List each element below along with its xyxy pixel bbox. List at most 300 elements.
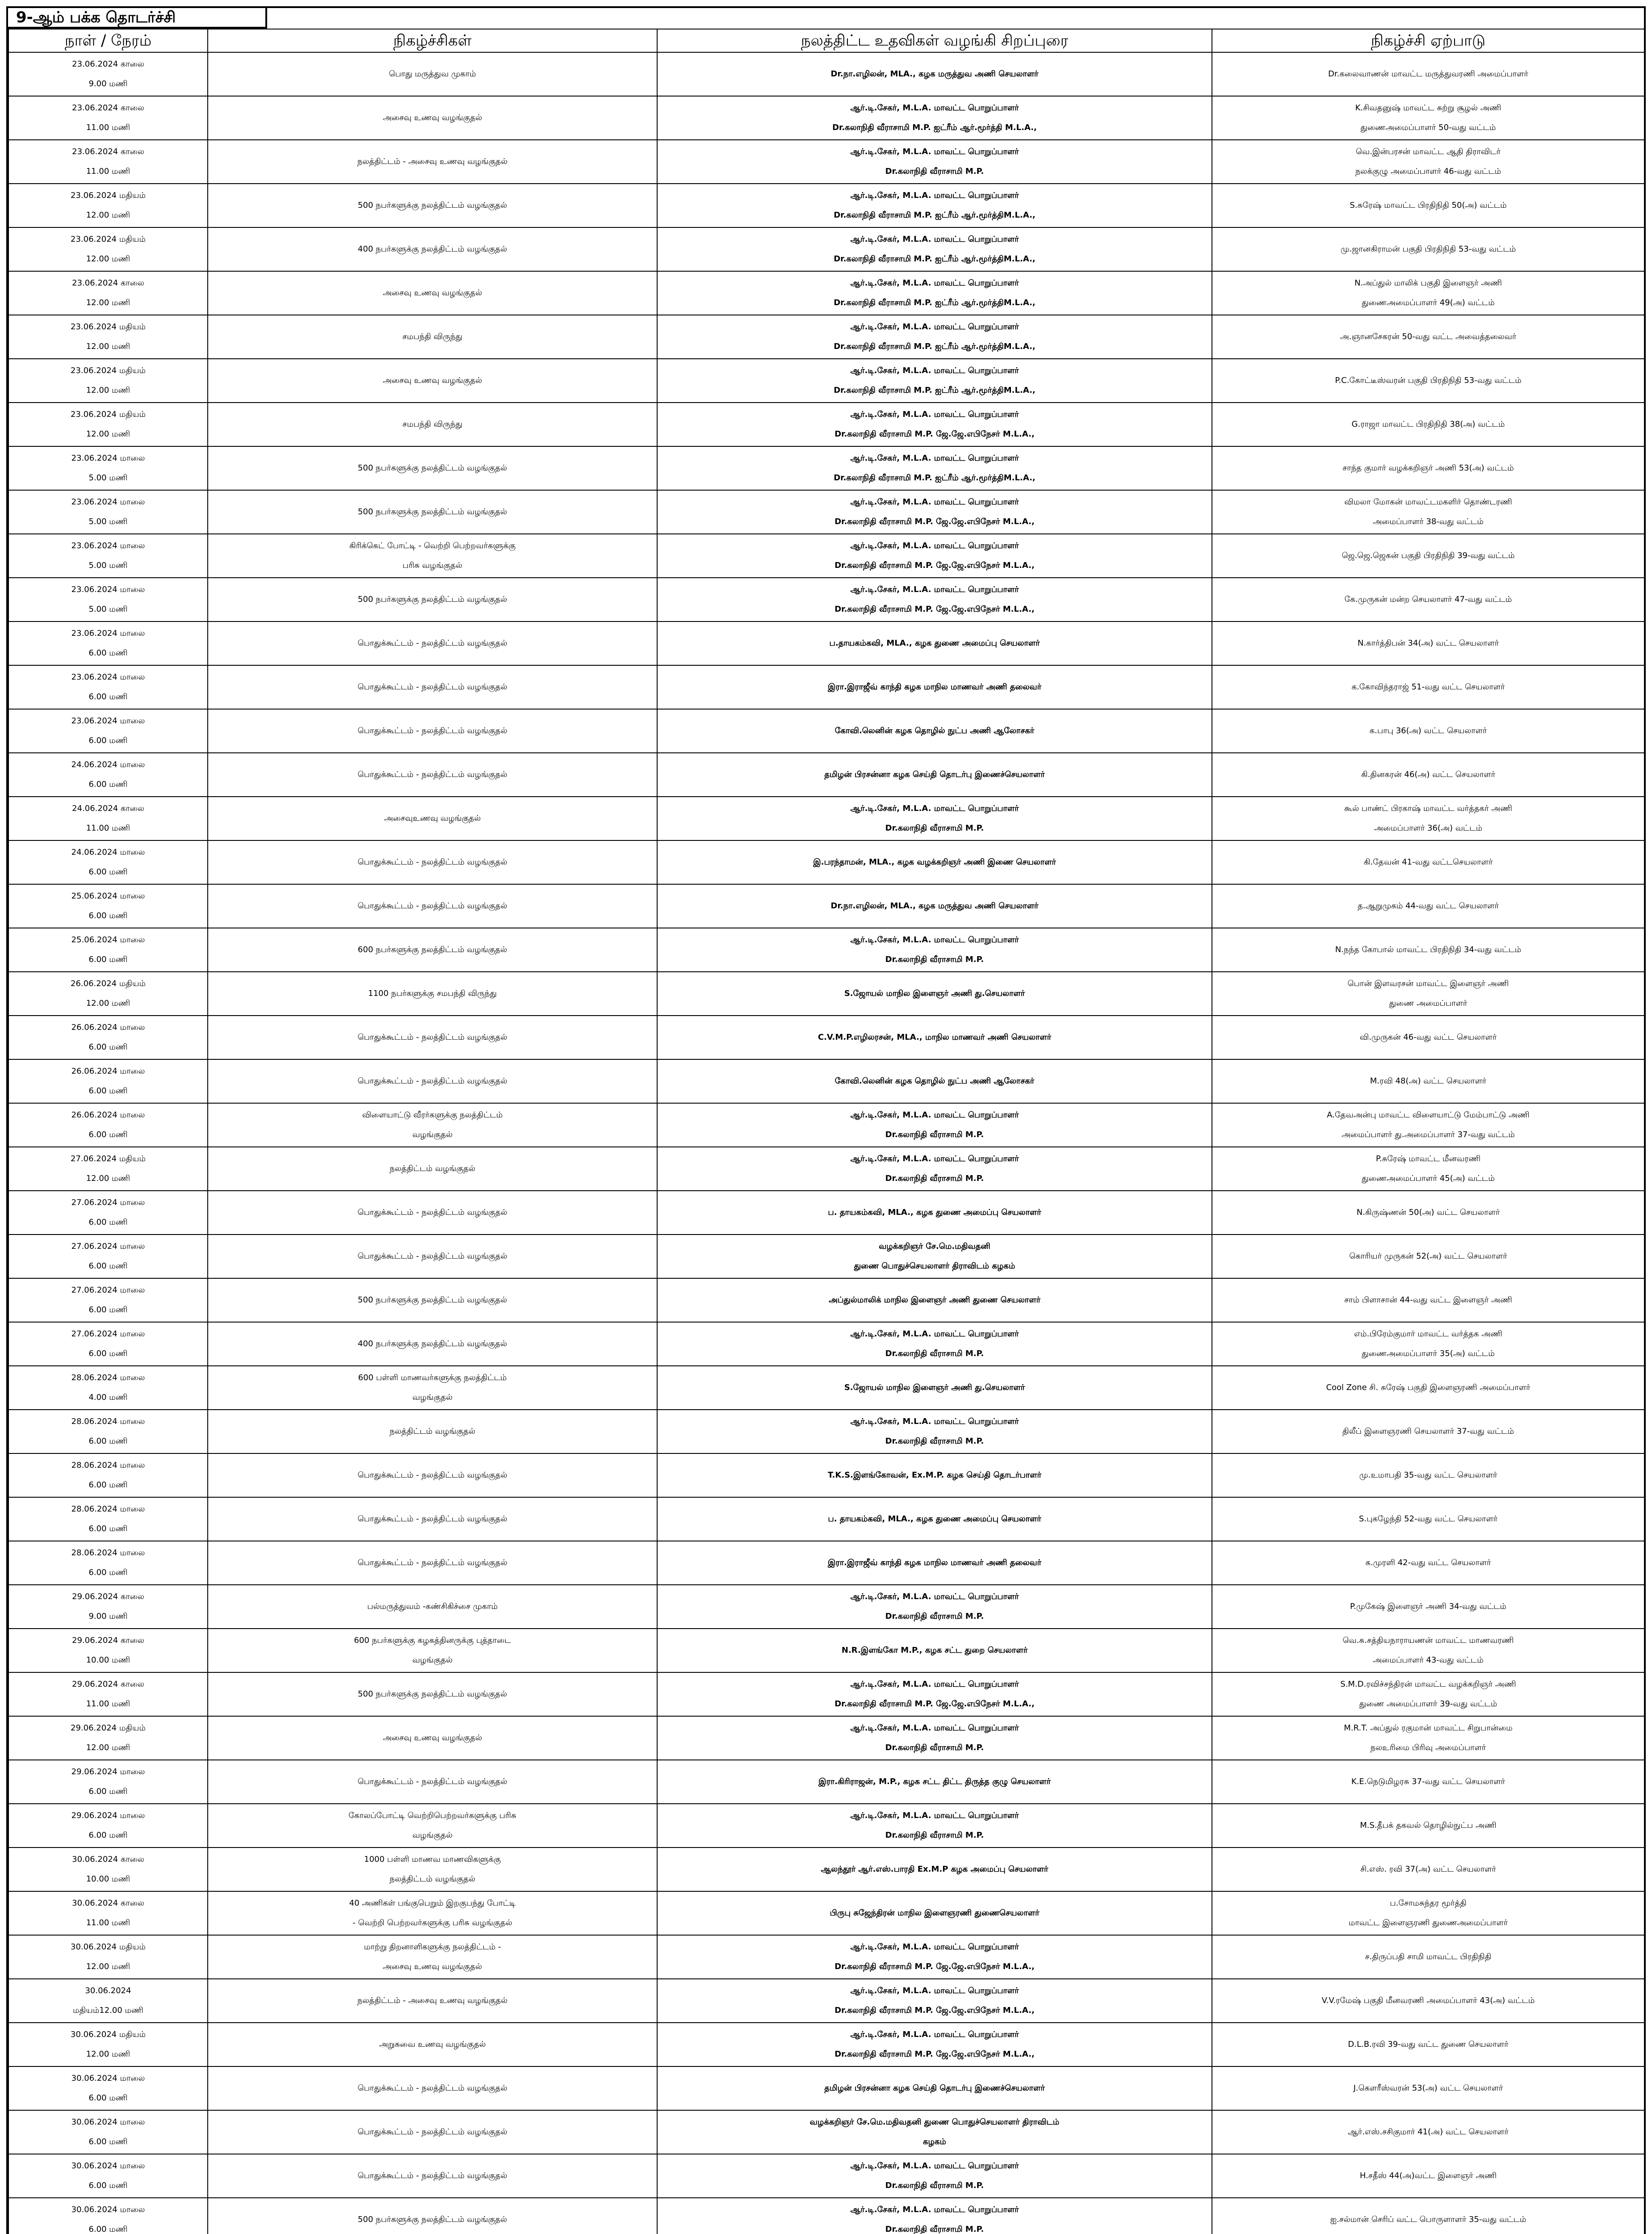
organizer-cell <box>1212 2198 1644 2234</box>
date-cell-line: 30.06.2024 மாலை <box>71 2074 145 2083</box>
organizer-cell-line: த.ஆறுமுகம் 44-வது வட்ட செயலாளர் <box>1358 901 1499 911</box>
event-cell <box>208 184 657 227</box>
date-cell-line: 23.06.2024 மதியம் <box>71 366 146 375</box>
event-cell <box>208 1848 657 1891</box>
organizer-cell <box>1212 621 1644 665</box>
organizer-cell-line: கி.தேவன் 41-வது வட்டசெயலாளர் <box>1363 857 1493 867</box>
date-cell <box>8 1672 208 1716</box>
organizer-cell <box>1212 184 1644 227</box>
organizer-cell <box>1212 52 1644 96</box>
organizer-cell <box>1212 271 1644 315</box>
guest-cell-line: Dr.கலாநிதி வீராசாமி M.P. ஜே.ஜே.எபிநேசர் M.L.A., <box>834 2049 1035 2059</box>
guest-cell <box>657 96 1212 140</box>
guest-cell <box>657 1804 1212 1848</box>
date-cell <box>8 490 208 534</box>
date-cell-line: 29.06.2024 காலை <box>72 1680 144 1689</box>
date-cell-line: 28.06.2024 மாலை <box>71 1548 145 1558</box>
date-cell <box>8 578 208 621</box>
date-cell-line: 6.00 மணி <box>88 1787 128 1796</box>
date-cell <box>8 1629 208 1672</box>
guest-cell <box>657 1935 1212 1979</box>
date-cell-line: 9.00 மணி <box>88 79 128 88</box>
guest-cell <box>657 1716 1212 1760</box>
table-row <box>8 2023 1644 2066</box>
date-cell-line: 5.00 மணி <box>88 605 128 614</box>
date-cell-line: 23.06.2024 மாலை <box>71 497 145 507</box>
organizer-cell-line: S.M.D.ரவிச்சந்திரன் மாவட்ட வழக்கறிஞர் அணி <box>1340 1680 1516 1689</box>
table-row <box>8 2198 1644 2234</box>
organizer-cell-line: J.கௌரீஸ்வரன் 53(அ) வட்ட செயலாளர் <box>1353 2083 1503 2093</box>
guest-cell-line: Dr.கலாநிதி வீராசாமி M.P. ஜே.ஜே.எபிநேசர் M.L.A., <box>834 1962 1035 1971</box>
date-cell <box>8 2198 208 2234</box>
event-cell-line: நலத்திட்டம் - அசைவு உணவு வழங்குதல் <box>357 157 508 166</box>
date-cell-line: 6.00 மணி <box>88 692 128 701</box>
table-row <box>8 2066 1644 2110</box>
event-cell <box>208 271 657 315</box>
date-cell-line: 6.00 மணி <box>88 2137 128 2146</box>
guest-cell-line: ஆர்.டி.சேகர், M.L.A. மாவட்ட பொறுப்பாளர் <box>850 1680 1019 1689</box>
table-row <box>8 1453 1644 1497</box>
date-cell-line: 30.06.2024 மாலை <box>71 2161 145 2171</box>
event-cell <box>208 534 657 578</box>
date-cell-line: 6.00 மணி <box>88 1524 128 1533</box>
organizer-cell-line: V.V.ரமேஷ் பகுதி மீனவரணி அமைப்பாளர் 43(அ) வட்டம் <box>1321 1996 1535 2005</box>
guest-cell <box>657 534 1212 578</box>
event-cell-line: 400 நபர்களுக்கு நலத்திட்டம் வழங்குதல் <box>357 1339 507 1348</box>
date-cell-line: 23.06.2024 மாலை <box>71 541 145 550</box>
date-cell <box>8 2023 208 2066</box>
date-cell-line: 6.00 மணி <box>88 1436 128 1446</box>
organizer-cell-line: மு.ஜானகிராமன் பகுதி பிரதிநிதி 53-வது வட்டம் <box>1340 244 1516 254</box>
organizer-cell <box>1212 1629 1644 1672</box>
date-cell-line: 12.00 மணி <box>86 1174 130 1183</box>
guest-cell-line: தமிழன் பிரசன்னா கழக செய்தி தொடர்பு இணைச்செயலாளர் <box>824 770 1045 779</box>
date-cell-line: 5.00 மணி <box>88 473 128 483</box>
organizer-cell-line: N.அப்துல் மாலிக் பகுதி இளைஞர் அணி <box>1354 278 1502 288</box>
date-cell-line: 29.06.2024 மாலை <box>71 1811 145 1820</box>
organizer-cell-line: வெ.சு.சத்தியநாராயணன் மாவட்ட மாணவரணி <box>1342 1636 1514 1645</box>
organizer-cell <box>1212 96 1644 140</box>
event-cell-line: 40 அணிகள் பங்குபெறும் இறகுபந்து போட்டி <box>349 1898 516 1908</box>
date-cell-line: 30.06.2024 மாலை <box>71 2117 145 2127</box>
date-cell-line: 27.06.2024 மாலை <box>71 1242 145 1251</box>
table-row <box>8 972 1644 1016</box>
date-cell-line: 23.06.2024 மாலை <box>71 585 145 594</box>
event-cell <box>208 928 657 972</box>
organizer-cell <box>1212 1585 1644 1629</box>
schedule-table <box>8 29 1645 2234</box>
guest-cell-line: ஆர்.டி.சேகர், M.L.A. மாவட்ட பொறுப்பாளர் <box>850 454 1019 463</box>
event-cell <box>208 359 657 403</box>
schedule-rows <box>8 52 1644 2234</box>
guest-cell <box>657 1147 1212 1191</box>
event-cell-line: சமபந்தி விருந்து <box>402 332 463 341</box>
header-guest: நலத்திட்ட உதவிகள் வழங்கி சிறப்புரை <box>657 29 1212 52</box>
guest-cell-line: C.V.M.P.எழிலரசன், MLA., மாநில மாணவர் அணி செயலாளர் <box>818 1033 1052 1042</box>
date-cell-line: 6.00 மணி <box>88 1261 128 1271</box>
table-row <box>8 2154 1644 2198</box>
organizer-cell-line: நலக்குழு அமைப்பாளர் 46-வது வட்டம் <box>1355 167 1501 176</box>
guest-cell <box>657 972 1212 1016</box>
table-row <box>8 446 1644 490</box>
page-continuation-label: 9-ஆம் பக்க தொடர்ச்சி <box>8 8 267 29</box>
date-cell <box>8 2066 208 2110</box>
organizer-cell <box>1212 1016 1644 1059</box>
date-cell-line: 23.06.2024 மதியம் <box>71 191 146 200</box>
event-cell-line: 500 நபர்களுக்கு நலத்திட்டம் வழங்குதல் <box>357 1689 507 1699</box>
date-cell <box>8 2110 208 2154</box>
date-cell-line: 26.06.2024 மாலை <box>71 1110 145 1120</box>
date-cell <box>8 403 208 446</box>
guest-cell-line: T.K.S.இளங்கோவன், Ex.M.P. கழக செய்தி தொடர்பாளர் <box>828 1470 1041 1480</box>
event-cell-line: 500 நபர்களுக்கு நலத்திட்டம் வழங்குதல் <box>357 1295 507 1305</box>
event-cell-line: நலத்திட்டம் வழங்குதல் <box>390 1427 475 1436</box>
table-row <box>8 797 1644 840</box>
organizer-cell-line: நலஉரிமை பிரிவு அமைப்பாளர் <box>1370 1743 1486 1752</box>
date-cell-line: 10.00 மணி <box>86 1874 130 1884</box>
event-cell <box>208 2023 657 2066</box>
organizer-cell <box>1212 753 1644 797</box>
event-cell-line: பல்மருத்துவம் -கண்சிகிச்சை முகாம் <box>367 1602 498 1611</box>
organizer-cell-line: N.நந்த கோபால் மாவட்ட பிரதிநிதி 34-வது வட்டம் <box>1335 945 1522 954</box>
organizer-cell <box>1212 1322 1644 1366</box>
guest-cell <box>657 271 1212 315</box>
date-cell <box>8 1497 208 1541</box>
guest-cell-line: Dr.கலாநிதி வீராசாமி M.P. ஜே.ஜே.எபிநேசர் M.L.A., <box>834 2006 1035 2015</box>
guest-cell <box>657 140 1212 184</box>
date-cell <box>8 534 208 578</box>
guest-cell-line: Dr.கலாநிதி வீராசாமி M.P. <box>885 823 984 833</box>
header-event: நிகழ்ச்சிகள் <box>208 29 657 52</box>
table-row <box>8 1147 1644 1191</box>
guest-cell <box>657 490 1212 534</box>
event-cell <box>208 315 657 359</box>
guest-cell-line: Dr.கலாநிதி வீராசாமி M.P. <box>885 1436 984 1446</box>
organizer-cell <box>1212 1716 1644 1760</box>
guest-cell-line: வழக்கறிஞர் சே.மெ.மதிவதனி <box>879 1242 990 1251</box>
guest-cell-line: ஆர்.டி.சேகர், M.L.A. மாவட்ட பொறுப்பாளர் <box>850 366 1019 375</box>
guest-cell <box>657 1453 1212 1497</box>
guest-cell-line: ஆர்.டி.சேகர், M.L.A. மாவட்ட பொறுப்பாளர் <box>850 585 1019 594</box>
guest-cell-line: Dr.கலாநிதி வீராசாமி M.P. <box>885 1130 984 1139</box>
guest-cell-line: ஆர்.டி.சேகர், M.L.A. மாவட்ட பொறுப்பாளர் <box>850 235 1019 244</box>
guest-cell <box>657 1541 1212 1585</box>
table-row <box>8 1016 1644 1059</box>
guest-cell-line: கோவி.லெனின் கழக தொழில் நுட்ப அணி ஆலோசகர் <box>834 726 1035 735</box>
date-cell <box>8 1541 208 1585</box>
guest-cell-line: Dr.கலாநிதி வீராசாமி M.P. <box>885 955 984 964</box>
guest-cell-line: துணை பொதுச்செயலாளர் திராவிடம் கழகம் <box>854 1261 1015 1271</box>
organizer-cell <box>1212 1059 1644 1103</box>
event-cell <box>208 1278 657 1322</box>
event-cell-line: அசைவு உணவு வழங்குதல் <box>382 1733 482 1743</box>
guest-cell <box>657 709 1212 753</box>
organizer-cell <box>1212 1891 1644 1935</box>
guest-cell <box>657 2023 1212 2066</box>
date-cell <box>8 797 208 840</box>
date-cell-line: 23.06.2024 மாலை <box>71 672 145 682</box>
guest-cell <box>657 665 1212 709</box>
organizer-cell-line: கி.தினகரன் 46(அ) வட்ட செயலாளர் <box>1361 770 1496 779</box>
event-cell <box>208 1147 657 1191</box>
organizer-cell-line: திலீப் இளைஞரணி செயலாளர் 37-வது வட்டம் <box>1342 1427 1514 1436</box>
organizer-cell <box>1212 1147 1644 1191</box>
date-cell-line: 29.06.2024 காலை <box>72 1636 144 1645</box>
organizer-cell-line: G.ராஜா மாவட்ட பிரதிநிதி 38(அ) வட்டம் <box>1351 420 1505 429</box>
date-cell-line: 6.00 மணி <box>88 1349 128 1358</box>
date-cell <box>8 140 208 184</box>
date-cell-line: 23.06.2024 மாலை <box>71 716 145 726</box>
date-cell-line: 12.00 மணி <box>86 298 130 307</box>
event-cell-line: பொதுக்கூட்டம் - நலத்திட்டம் வழங்குதல் <box>357 901 507 911</box>
table-row <box>8 315 1644 359</box>
event-cell-line: 600 நபர்களுக்கு கழகத்தினருக்கு புத்தாடை <box>354 1636 511 1645</box>
organizer-cell-line: P.முகேஷ் இளைஞர் அணி 34-வது வட்டம் <box>1350 1602 1506 1611</box>
organizer-cell-line: மு.உமாபதி 35-வது வட்ட செயலாளர் <box>1359 1470 1497 1480</box>
organizer-cell <box>1212 928 1644 972</box>
organizer-cell-line: S.புகழேந்தி 52-வது வட்ட செயலாளர் <box>1358 1514 1498 1524</box>
organizer-cell-line: Cool Zone சி. சுரேஷ் பகுதி இளைஞரணி அமைப்பாளர் <box>1326 1383 1530 1392</box>
guest-cell-line: ஆர்.டி.சேகர், M.L.A. மாவட்ட பொறுப்பாளர் <box>850 935 1019 945</box>
date-cell <box>8 1716 208 1760</box>
event-cell-line: விளையாட்டு வீரர்களுக்கு நலத்திட்டம் <box>362 1110 503 1120</box>
organizer-cell <box>1212 797 1644 840</box>
guest-cell-line: இரா.இராஜீவ் காந்தி கழக மாநில மாணவர் அணி தலைவர் <box>827 1558 1042 1567</box>
date-cell-line: 12.00 மணி <box>86 429 130 439</box>
guest-cell-line: அப்துல்மாலிக் மாநில இளைஞர் அணி துணை செயலாளர் <box>828 1295 1040 1305</box>
guest-cell-line: Dr.கலாநிதி வீராசாமி M.P. <box>885 2181 984 2190</box>
event-cell-line: கிரிக்கெட் போட்டி - வெற்றி பெற்றவர்களுக்கு <box>349 541 516 550</box>
date-cell-line: 30.06.2024 காலை <box>72 1855 144 1864</box>
guest-cell-line: ஆர்.டி.சேகர், M.L.A. மாவட்ட பொறுப்பாளர் <box>850 1417 1019 1426</box>
event-cell <box>208 96 657 140</box>
date-cell <box>8 709 208 753</box>
date-cell-line: 6.00 மணி <box>88 648 128 658</box>
event-cell <box>208 1322 657 1366</box>
guest-cell-line: ஆர்.டி.சேகர், M.L.A. மாவட்ட பொறுப்பாளர் <box>850 1942 1019 1952</box>
date-cell-line: 6.00 மணி <box>88 1305 128 1314</box>
guest-cell-line: ப.தாயகம்கவி, MLA., கழக துணை அமைப்பு செயலாளர் <box>829 638 1040 648</box>
event-cell <box>208 140 657 184</box>
event-cell-line: 600 நபர்களுக்கு நலத்திட்டம் வழங்குதல் <box>357 945 507 954</box>
guest-cell-line: Dr.கலாநிதி வீராசாமி M.P. <box>885 1612 984 1621</box>
organizer-cell <box>1212 1848 1644 1891</box>
table-row <box>8 490 1644 534</box>
event-cell <box>208 621 657 665</box>
guest-cell-line: ஆர்.டி.சேகர், M.L.A. மாவட்ட பொறுப்பாளர் <box>850 1154 1019 1163</box>
table-row <box>8 709 1644 753</box>
organizer-cell <box>1212 315 1644 359</box>
date-cell-line: 11.00 மணி <box>86 1699 130 1709</box>
date-cell <box>8 96 208 140</box>
event-cell <box>208 1059 657 1103</box>
table-row <box>8 1585 1644 1629</box>
event-cell <box>208 1672 657 1716</box>
date-cell-line: 25.06.2024 மாலை <box>71 935 145 945</box>
date-cell-line: 4.00 மணி <box>88 1393 128 1402</box>
organizer-cell <box>1212 1541 1644 1585</box>
date-cell <box>8 1453 208 1497</box>
organizer-cell <box>1212 1366 1644 1410</box>
table-row <box>8 1278 1644 1322</box>
guest-cell <box>657 52 1212 96</box>
organizer-cell-line: துணைஅமைப்பாளர் 49(அ) வட்டம் <box>1362 298 1495 307</box>
date-cell <box>8 2154 208 2198</box>
date-cell <box>8 1848 208 1891</box>
organizer-cell-line: க.பாபு 36(அ) வட்ட செயலாளர் <box>1369 726 1487 735</box>
table-row <box>8 884 1644 928</box>
event-cell <box>208 2066 657 2110</box>
date-cell-line: 11.00 மணி <box>86 823 130 833</box>
date-cell-line: 12.00 மணி <box>86 386 130 395</box>
organizer-cell-line: க.முரளி 42-வது வட்ட செயலாளர் <box>1365 1558 1491 1567</box>
event-cell <box>208 1716 657 1760</box>
date-cell <box>8 1278 208 1322</box>
organizer-cell-line: க.கோவிந்தராஜ் 51-வது வட்ட செயலாளர் <box>1351 682 1505 692</box>
event-cell <box>208 1979 657 2023</box>
header-date: நாள் / நேரம் <box>8 29 208 52</box>
date-cell-line: 24.06.2024 மாலை <box>71 848 145 857</box>
date-cell-line: 6.00 மணி <box>88 1218 128 1227</box>
event-cell-line: பொதுக்கூட்டம் - நலத்திட்டம் வழங்குதல் <box>357 1208 507 1217</box>
organizer-cell <box>1212 446 1644 490</box>
organizer-cell-line: K.சிவதனுஷ் மாவட்ட சுற்று சூழல் அணி <box>1355 103 1501 113</box>
organizer-cell-line: அமைப்பாளர் 38-வது வட்டம் <box>1373 517 1484 526</box>
date-cell <box>8 840 208 884</box>
organizer-cell <box>1212 1760 1644 1804</box>
event-cell <box>208 2198 657 2234</box>
organizer-cell <box>1212 1935 1644 1979</box>
guest-cell-line: ஆர்.டி.சேகர், M.L.A. மாவட்ட பொறுப்பாளர் <box>850 191 1019 200</box>
organizer-cell <box>1212 1191 1644 1235</box>
date-cell-line: 23.06.2024 காலை <box>72 147 144 156</box>
guest-cell-line: ஆர்.டி.சேகர், M.L.A. மாவட்ட பொறுப்பாளர் <box>850 1723 1019 1733</box>
event-cell-line: பொதுக்கூட்டம் - நலத்திட்டம் வழங்குதல் <box>357 1251 507 1261</box>
event-cell-line: கோலப்போட்டி வெற்றிபெற்றவர்களுக்கு பரிசு <box>348 1811 516 1820</box>
guest-cell <box>657 184 1212 227</box>
organizer-cell-line: சி.எஸ். ரவி 37(அ) வட்ட செயலாளர் <box>1360 1864 1496 1874</box>
date-cell-line: 10.00 மணி <box>86 1655 130 1665</box>
event-cell-line: மாற்று திறனாளிகளுக்கு நலத்திட்டம் - <box>364 1942 501 1952</box>
guest-cell-line: N.R.இளங்கோ M.P., கழக சட்ட துறை செயலாளர் <box>841 1646 1028 1655</box>
event-cell <box>208 840 657 884</box>
date-cell-line: 12.00 மணி <box>86 2049 130 2059</box>
date-cell-line: 30.06.2024 மாலை <box>71 2205 145 2214</box>
organizer-cell-line: வெ.இன்பரசன் மாவட்ட ஆதி திராவிடர் <box>1355 147 1501 156</box>
date-cell <box>8 972 208 1016</box>
date-cell <box>8 1410 208 1453</box>
organizer-cell-line: சாம் பிளாசான் 44-வது வட்ட இளைஞர் அணி <box>1344 1295 1512 1305</box>
organizer-cell <box>1212 709 1644 753</box>
event-cell <box>208 1235 657 1278</box>
guest-cell-line: S.ஜோயல் மாநில இளைஞர் அணி து.செயலாளர் <box>844 1383 1025 1392</box>
guest-cell-line: ஆர்.டி.சேகர், M.L.A. மாவட்ட பொறுப்பாளர் <box>850 1329 1019 1339</box>
table-row <box>8 665 1644 709</box>
event-cell <box>208 1497 657 1541</box>
date-cell <box>8 184 208 227</box>
guest-cell <box>657 1629 1212 1672</box>
event-cell-line: பொதுக்கூட்டம் - நலத்திட்டம் வழங்குதல் <box>357 1558 507 1567</box>
organizer-cell-line: துணை அமைப்பாளர் <box>1389 999 1468 1008</box>
guest-cell <box>657 1672 1212 1716</box>
date-cell-line: 30.06.2024 மதியம் <box>71 1942 146 1952</box>
organizer-cell <box>1212 1410 1644 1453</box>
table-row <box>8 753 1644 797</box>
table-row <box>8 1497 1644 1541</box>
organizer-cell <box>1212 884 1644 928</box>
event-cell-line: 400 நபர்களுக்கு நலத்திட்டம் வழங்குதல் <box>357 244 507 254</box>
date-cell-line: 6.00 மணி <box>88 911 128 920</box>
table-row <box>8 1672 1644 1716</box>
organizer-cell <box>1212 2110 1644 2154</box>
date-cell <box>8 446 208 490</box>
guest-cell <box>657 1016 1212 1059</box>
guest-cell <box>657 884 1212 928</box>
table-row <box>8 184 1644 227</box>
date-cell <box>8 1147 208 1191</box>
guest-cell-line: Dr.கலாநிதி வீராசாமி M.P. ஜே.ஜே.எபிநேசர் M.L.A., <box>834 561 1035 570</box>
organizer-cell-line: துணைஅமைப்பாளர் 35(அ) வட்டம் <box>1362 1349 1495 1358</box>
guest-cell-line: கோவி.லெனின் கழக தொழில் நுட்ப அணி ஆலோசகர் <box>834 1076 1035 1086</box>
guest-cell-line: ஆர்.டி.சேகர், M.L.A. மாவட்ட பொறுப்பாளர் <box>850 278 1019 288</box>
date-cell <box>8 884 208 928</box>
organizer-cell-line: சாந்த குமார் வழக்கறிஞர் அணி 53(அ) வட்டம் <box>1342 463 1514 473</box>
event-cell <box>208 1935 657 1979</box>
date-cell <box>8 1979 208 2023</box>
date-cell-line: 6.00 மணி <box>88 1042 128 1052</box>
date-cell <box>8 1103 208 1147</box>
table-row <box>8 534 1644 578</box>
date-cell-line: 5.00 மணி <box>88 561 128 570</box>
date-cell-line: 27.06.2024 மாலை <box>71 1285 145 1295</box>
guest-cell-line: Dr.கலாநிதி வீராசாமி M.P. <box>885 1743 984 1752</box>
event-cell <box>208 1585 657 1629</box>
organizer-cell-line: ச.திருப்பதி சாமி மாவட்ட பிரதிநிதி <box>1365 1952 1492 1961</box>
guest-cell <box>657 1059 1212 1103</box>
event-cell-line: வழங்குதல் <box>412 1393 453 1402</box>
organizer-cell-line: அமைப்பாளர் து.அமைப்பாளர் 37-வது வட்டம் <box>1342 1130 1515 1139</box>
organizer-cell-line: M.S.தீபக் தகவல் தொழில்நுட்ப அணி <box>1360 1821 1497 1830</box>
table-row <box>8 1191 1644 1235</box>
date-cell-line: 6.00 மணி <box>88 1086 128 1096</box>
date-cell-line: 30.06.2024 மதியம் <box>71 2030 146 2039</box>
date-cell-line: 23.06.2024 காலை <box>72 103 144 113</box>
event-cell-line: 1000 பள்ளி மாணவ மாணவிகளுக்கு <box>364 1855 501 1864</box>
event-cell <box>208 1453 657 1497</box>
table-row <box>8 1979 1644 2023</box>
event-cell <box>208 1103 657 1147</box>
table-row <box>8 840 1644 884</box>
event-cell <box>208 1760 657 1804</box>
event-cell <box>208 1629 657 1672</box>
event-cell <box>208 1891 657 1935</box>
date-cell-line: மதியம்12.00 மணி <box>73 2006 143 2015</box>
table-row <box>8 1322 1644 1366</box>
guest-cell <box>657 227 1212 271</box>
event-cell-line: பொதுக்கூட்டம் - நலத்திட்டம் வழங்குதல் <box>357 1514 507 1524</box>
organizer-cell <box>1212 972 1644 1016</box>
organizer-cell <box>1212 534 1644 578</box>
date-cell-line: 6.00 மணி <box>88 780 128 789</box>
organizer-cell <box>1212 227 1644 271</box>
event-cell-line: அசைவு உணவு வழங்குதல் <box>382 113 482 122</box>
date-cell-line: 27.06.2024 மதியம் <box>71 1154 146 1163</box>
event-cell-line: பொதுக்கூட்டம் - நலத்திட்டம் வழங்குதல் <box>357 726 507 735</box>
organizer-cell-line: துணை அமைப்பாளர் 39-வது வட்டம் <box>1359 1699 1497 1709</box>
date-cell-line: 23.06.2024 மதியம் <box>71 322 146 332</box>
date-cell-line: 23.06.2024 மாலை <box>71 454 145 463</box>
guest-cell <box>657 928 1212 972</box>
